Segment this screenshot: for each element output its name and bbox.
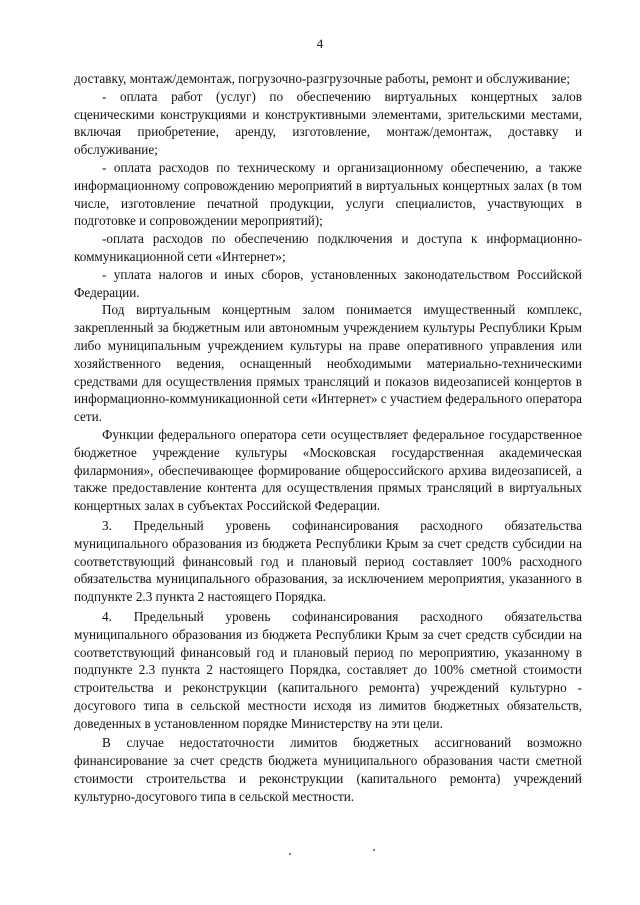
paragraph-bullet-taxes: - уплата налогов и иных сборов, установленных законодательством Российской Федерации. (74, 266, 582, 300)
paragraph-insufficient-limits: В случае недостаточности лимитов бюджетных ассигнований возможно финансирование за счет средств бюджета муниципального образования части сметной стоимости строительства и реконструкции (капитального ремонта) учреждений культурно-досугового типа в сельской местности. (74, 735, 582, 804)
document-body (74, 70, 582, 806)
paragraph-item-3: 3. Предельный уровень софинансирования расходного обязательства муниципального образования из бюджета Республики Крым за счет средств субсидии на соответствующий финансовый год и плановый период составляет 100% расходного обязательства муниципального образования, за исключением мероприятия, указанного в подпункте 2.3 пункта 2 настоящего Порядка. (74, 517, 582, 605)
paragraph-bullet-internet-access: -оплата расходов по обеспечению подключения и доступа к информационно-коммуникационной сети «Интернет»; (74, 231, 582, 264)
scan-dot (289, 853, 291, 855)
paragraph-item-4: 4. Предельный уровень софинансирования расходного обязательства муниципального образования из бюджета Республики Крым за счет средств субсидии на соответствующий финансовый год и плановый период по мероприятию, указанному в подпункте 2.3 пункта 2 настоящего Порядка, составляет до 100% сметной стоимости строительства и реконструкции (капитального ремонта) учреждений культурно - досугового типа в сельской местности исходя из лимитов бюджетных обязательств, доведенных в установленном порядке Министерству на эти цели. (74, 608, 582, 731)
page-number: 4 (316, 36, 324, 51)
paragraph-virtual-concert-hall-definition: Под виртуальным концертным залом понимается имущественный комплекс, закрепленный за бюджетным или автономным учреждением культуры Республики Крым либо муниципальным учреждением культуры на праве оперативного управления или хозяйственного ведения, оснащенный необходимыми материально-техническими средствами для осуществления прямых трансляций и показов видеозаписей концертов в информационно-коммуникационной сети «Интернет» с участием федерального оператора сети. (74, 302, 583, 425)
paragraph-federal-operator: Функции федерального оператора сети осуществляет федеральное государственное бюджетное учреждение культуры «Московская государственная академическая филармония», обеспечивающее формирование общероссийского архива видеозаписей, а также предоставление контента для осуществления прямых трансляций в виртуальных концертных залах в субъектах Российской Федерации. (74, 426, 582, 514)
paragraph-bullet-technical-support: - оплата расходов по техническому и организационному обеспечению, а также информационному сопровождению мероприятий в виртуальных концертных залах (в том числе, изготовление печатной продукции, услуги специалистов, участвующих в подготовке и сопровождении мероприятий); (74, 159, 582, 229)
scan-dot (373, 849, 375, 851)
paragraph-bullet-stage-equipment: - оплата работ (услуг) по обеспечению виртуальных концертных залов сценическими конструкциями и конструктивными элементами, зрительскими местами, включая приобретение, аренду, изготовление, монтаж/демонтаж, доставку и обслуживание; (74, 88, 582, 158)
paragraph-continuation: доставку, монтаж/демонтаж, погрузочно-разгрузочные работы, ремонт и обслуживание; (74, 71, 570, 86)
